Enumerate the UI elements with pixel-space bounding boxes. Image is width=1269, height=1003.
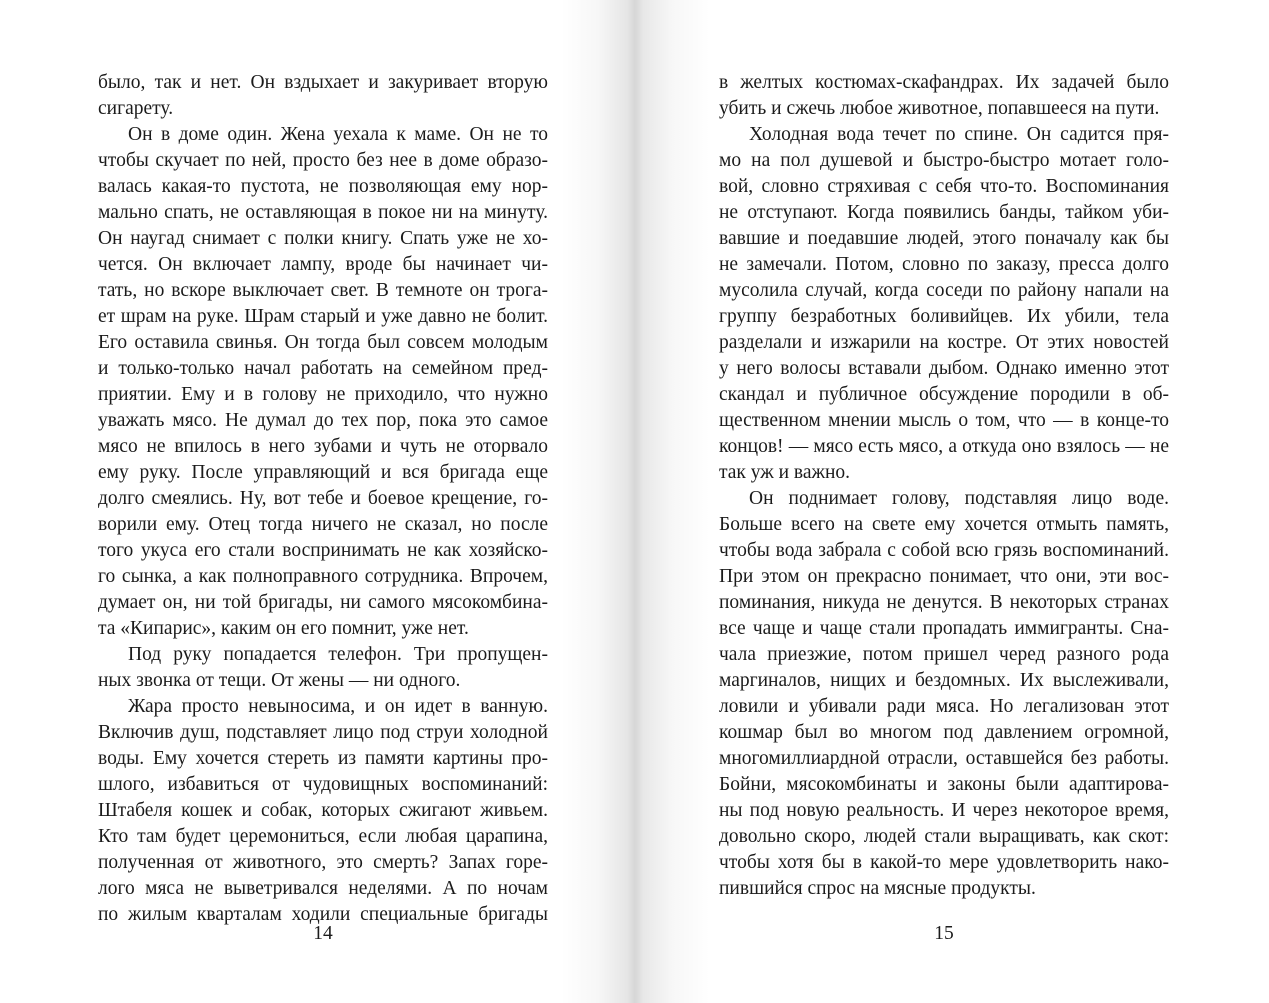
text-line: ных звонка от тещи. От жены — ни одного. (98, 670, 461, 691)
text-line: поминания, никуда не денутся. В некоторых странах (719, 592, 1169, 613)
text-line: группу безработных боливийцев. Их убили, тела (719, 306, 1169, 327)
text-line: ему руку. После управляющий и вся бригада еще (98, 462, 548, 483)
text-line: вавшие и поедавшие людей, этого поначалу как бы (719, 228, 1169, 249)
text-line: сигарету. (98, 98, 174, 119)
text-line: ловили и убивали ради мяса. Но легализован этот (719, 696, 1169, 717)
text-line: чала приезжие, потом пришел черед разного рода (719, 644, 1169, 665)
text-line: так уж и важно. (719, 462, 851, 483)
text-line: го сынка, а как полноправного сотрудника. Впрочем, (98, 566, 548, 587)
right-page (719, 70, 1169, 902)
right-page-text (719, 70, 1169, 902)
text-line: лого мяса не выветривался неделями. А по ночам (98, 878, 548, 899)
text-line: Жара просто невыносима, и он идет в ванную. (128, 696, 548, 717)
text-line: и только-только начал работать на семейном пред- (98, 358, 548, 379)
text-line: Его оставила свинья. Он тогда был совсем молодым (98, 332, 548, 353)
text-line: ворили ему. Отец тогда ничего не сказал, но после (98, 514, 548, 535)
text-line: Под руку попадается телефон. Три пропущен- (128, 644, 548, 665)
text-line: шлого, избавиться от чудовищных воспоминаний: (98, 774, 548, 795)
text-line: Включив душ, подставляет лицо под струи холодной (98, 722, 548, 743)
text-line: мусолила случай, когда соседи по району напали на (719, 280, 1169, 301)
text-line: уважать мясо. Не думал до тех пор, пока это самое (98, 410, 548, 431)
text-line: щественном мнении мысль о том, что — в конце-то (719, 410, 1169, 431)
text-line: Он наугад снимает с полки книгу. Спать уже не хо- (98, 228, 548, 249)
text-line: все чаще и чаще стали пропадать иммигранты. Сна- (719, 618, 1169, 639)
text-line: мясо не впилось в него зубами и чуть не оторвало (98, 436, 548, 457)
text-line: у него волосы вставали дыбом. Однако именно этот (719, 358, 1169, 379)
text-line: убить и сжечь любое животное, попавшееся на пути. (719, 98, 1160, 119)
text-line: скандал и публичное обсуждение породили в об- (719, 384, 1169, 405)
left-page (98, 70, 548, 928)
text-line: вой, словно стряхивая с себя что-то. Воспоминания (719, 176, 1169, 197)
text-line: валась какая-то пустота, не позволяющая ему нор- (98, 176, 548, 197)
text-line: Холодная вода течет по спине. Он садится пря- (749, 124, 1169, 145)
text-line: ны под новую реальность. И через некоторое время, (719, 800, 1169, 821)
left-page-number: 14 (313, 923, 333, 944)
text-line: долго смеялись. Ну, вот тебе и боевое крещение, го- (98, 488, 548, 509)
text-line: думает он, ни той бригады, ни самого мясокомбина- (98, 592, 548, 613)
text-line: по жилым кварталам ходили специальные бригады (98, 904, 548, 925)
text-line: кошмар был во многом под давлением огромной, (719, 722, 1169, 743)
right-page-number: 15 (934, 923, 954, 944)
text-line: та «Кипарис», каким он его помнит, уже нет. (98, 618, 469, 639)
text-line: Кто там будет церемониться, если любая царапина, (98, 826, 548, 847)
text-line: чтобы скучает по ней, просто без нее в доме образо- (98, 150, 548, 171)
text-line: пившийся спрос на мясные продукты. (719, 878, 1036, 899)
text-line: воды. Ему хочется стереть из памяти картины про- (98, 748, 548, 769)
text-line: концов! — мясо есть мясо, а откуда оно взялось — не (719, 436, 1169, 457)
text-line: не отступают. Когда появились банды, тайком уби- (719, 202, 1169, 223)
text-line: ет шрам на руке. Шрам старый и уже давно не болит. (98, 306, 548, 327)
text-line: приятии. Ему и в голову не приходило, что нужно (98, 384, 548, 405)
text-line: не замечали. Потом, словно по заказу, пресса долго (719, 254, 1169, 275)
text-line: Он поднимает голову, подставляя лицо воде. (749, 488, 1169, 509)
text-line: Больше всего на свете ему хочется отмыть память, (719, 514, 1169, 535)
text-line: чтобы хотя бы в какой-то мере удовлетворить нако- (719, 852, 1169, 873)
text-line: полученная от животного, это смерть? Запах горе- (98, 852, 548, 873)
text-line: довольно скоро, людей стали выращивать, как скот: (719, 826, 1169, 847)
text-line: Бойни, мясокомбинаты и законы были адаптирова- (719, 774, 1169, 795)
text-line: чется. Он включает лампу, вроде бы начинает чи- (98, 254, 548, 275)
text-line: было, так и нет. Он вздыхает и закуривает вторую (98, 72, 548, 93)
text-line: многомиллиардной отрасли, оставшейся без работы. (719, 748, 1169, 769)
text-line: При этом он прекрасно понимает, что они, эти вос- (719, 566, 1169, 587)
text-line: тать, но вскоре выключает свет. В темноте он трога- (98, 280, 548, 301)
book-gutter-shadow (560, 0, 710, 1003)
text-line: мо на пол душевой и быстро-быстро мотает голо- (719, 150, 1169, 171)
text-line: мально спать, не оставляющая в покое ни на минуту. (98, 202, 548, 223)
text-line: Штабеля кошек и собак, которых сжигают живьем. (98, 800, 548, 821)
text-line: Он в доме один. Жена уехала к маме. Он не то (128, 124, 548, 145)
text-line: разделали и изжарили на костре. От этих новостей (719, 332, 1169, 353)
text-line: чтобы вода забрала с собой всю грязь воспоминаний. (719, 540, 1169, 561)
left-page-text (98, 70, 548, 928)
text-line: того укуса его стали воспринимать не как хозяйско- (98, 540, 548, 561)
text-line: маргиналов, нищих и бездомных. Их выслеживали, (719, 670, 1169, 691)
text-line: в желтых костюмах-скафандрах. Их задачей было (719, 72, 1169, 93)
